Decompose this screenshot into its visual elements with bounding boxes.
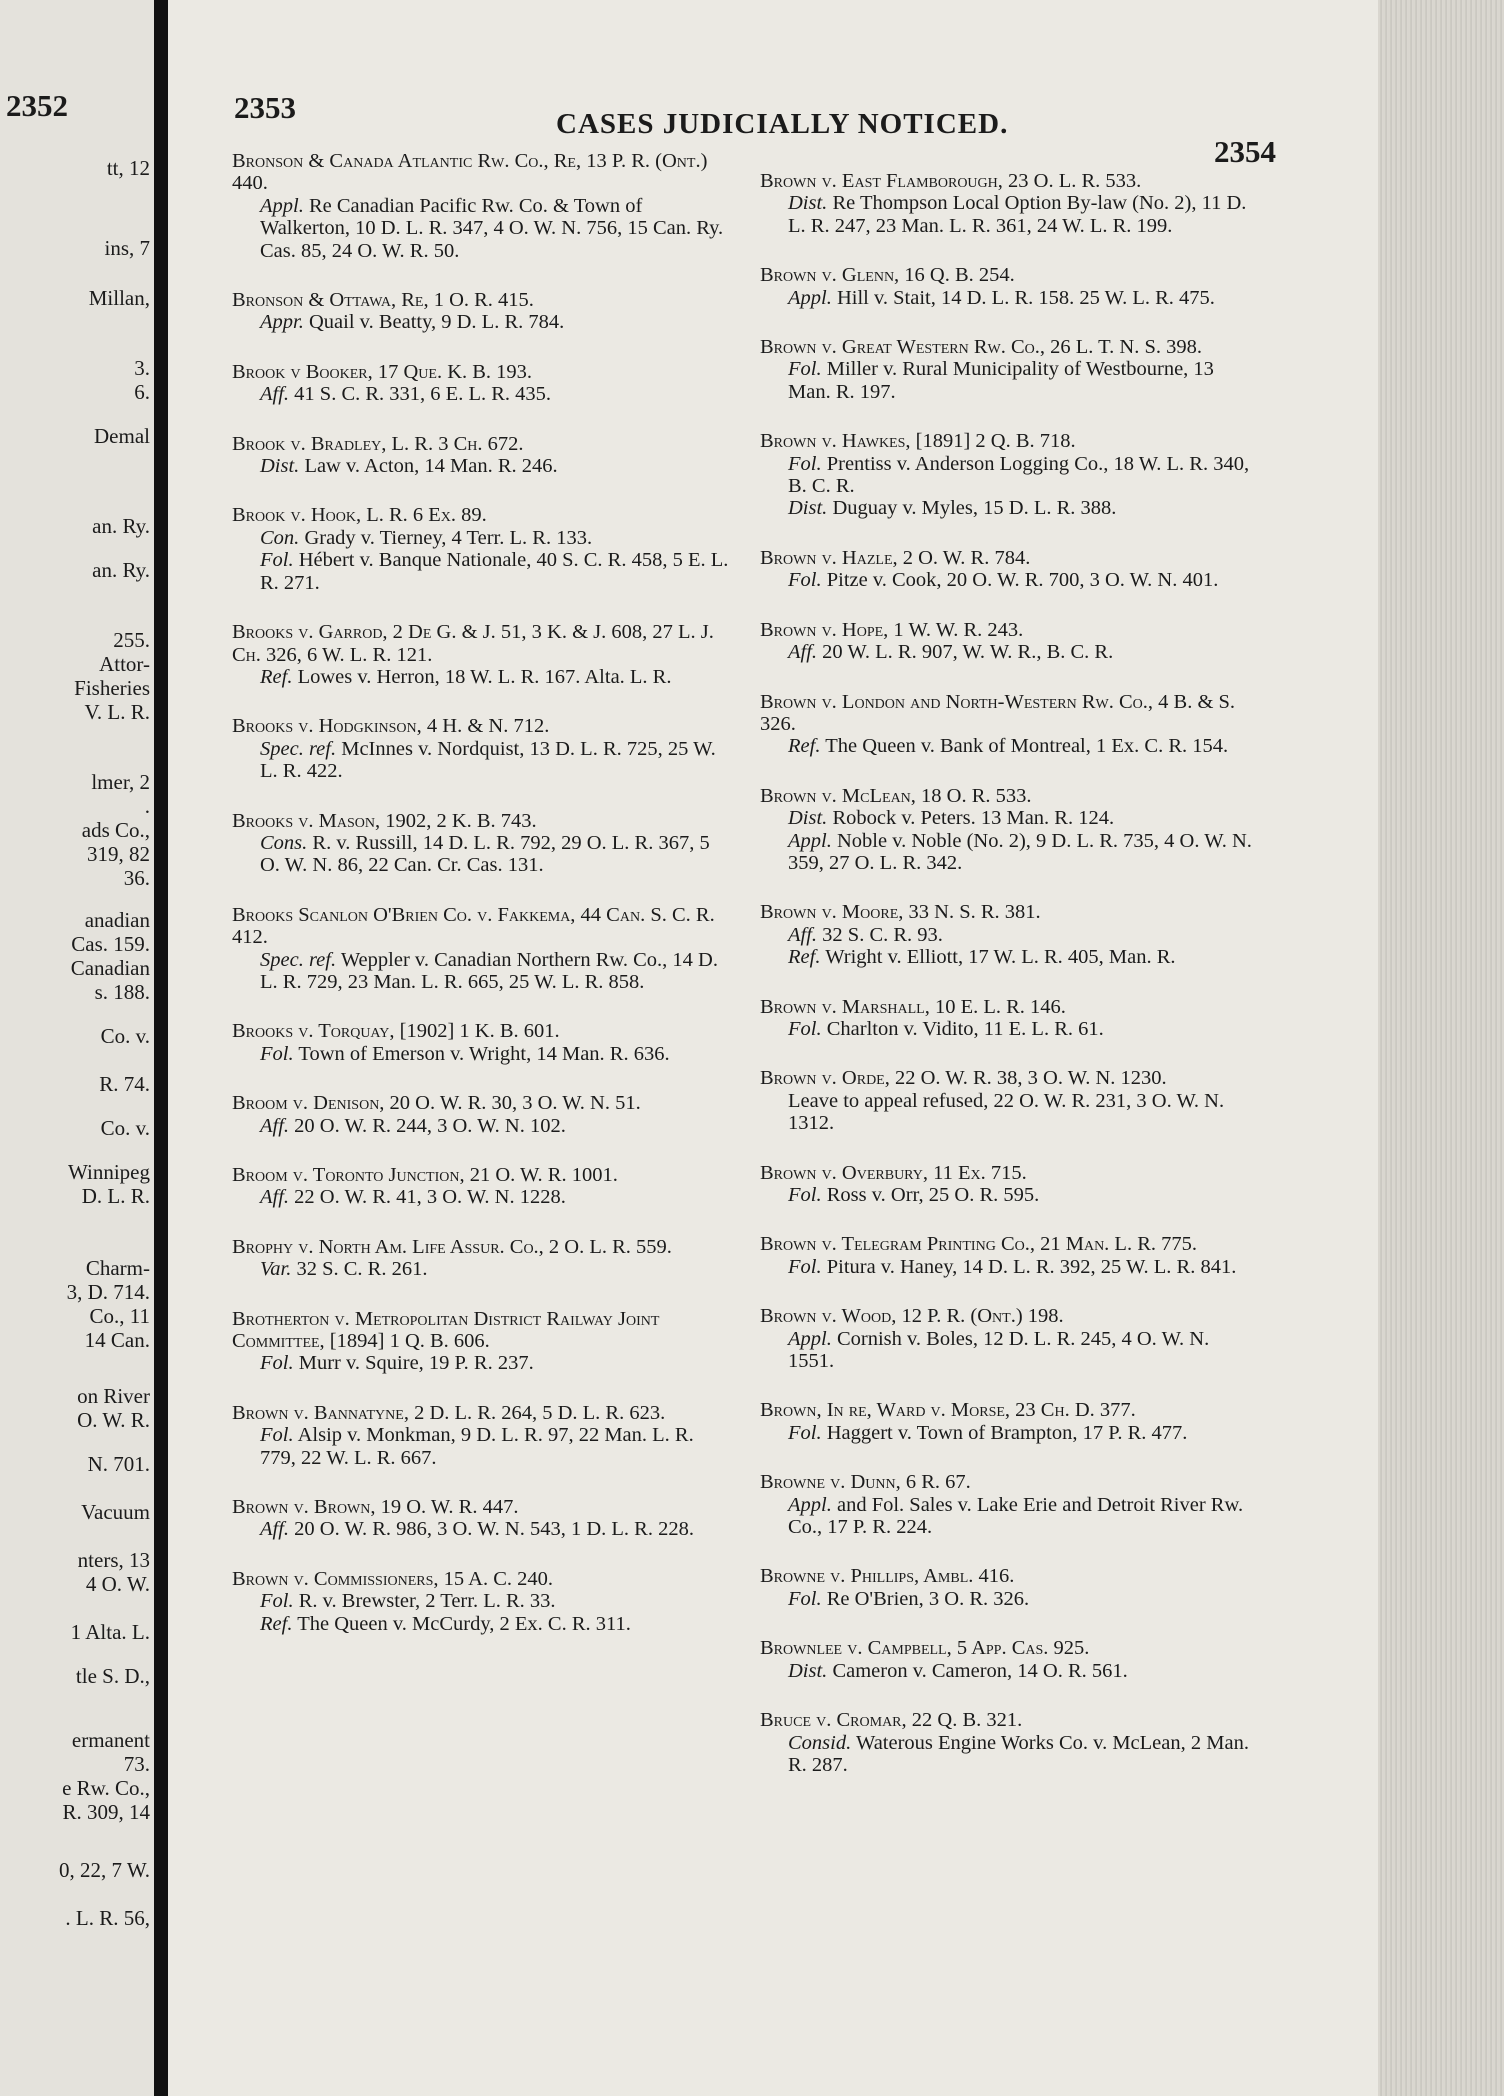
citation-text: Town of Emerson v. Wright, 14 Man. R. 636. xyxy=(293,1042,670,1065)
treatment-tag: Dist. xyxy=(788,1659,828,1682)
case-title: Broom v. Toronto Junction, 21 O. W. R. 1001. xyxy=(232,1164,618,1186)
page-number-right: 2354 xyxy=(1214,134,1276,169)
fragment-line: 14 Can. xyxy=(84,1328,150,1352)
case-title: Brophy v. North Am. Life Assur. Co., 2 O. L. R. 559. xyxy=(232,1235,672,1258)
case-entry xyxy=(760,1637,1260,1682)
fragment-line: Millan, xyxy=(88,286,150,310)
citation-reference xyxy=(760,1732,1260,1777)
fragment-line: 1 Alta. L. xyxy=(70,1620,150,1644)
citation-text: and Fol. Sales v. Lake Erie and Detroit River Rw. Co., 17 P. R. 224. xyxy=(788,1493,1244,1539)
citation-text: 20 O. W. R. 244, 3 O. W. N. 102. xyxy=(289,1114,566,1137)
left-page-fragment xyxy=(0,0,154,2096)
case-title: Brown v. Hope, 1 W. W. R. 243. xyxy=(760,618,1024,641)
case-title: Brown v. London and North-Western Rw. Co., 4 B. & S. 326. xyxy=(760,690,1236,735)
citation-reference xyxy=(760,1494,1260,1539)
fragment-line: on River xyxy=(77,1384,150,1408)
case-title: Brown v. Overbury, 11 Ex. 715. xyxy=(760,1161,1027,1184)
citation-text: Charlton v. Vidito, 11 E. L. R. 61. xyxy=(821,1017,1104,1040)
citation-reference xyxy=(232,1424,732,1469)
citation-reference xyxy=(232,1115,732,1137)
citation-reference xyxy=(232,383,732,405)
citation-reference xyxy=(760,807,1260,829)
treatment-tag: Fol. xyxy=(788,358,822,381)
treatment-tag: Appl. xyxy=(788,286,832,309)
fragment-line: an. Ry. xyxy=(92,558,150,582)
case-entry xyxy=(760,170,1260,237)
page-number-left: 2353 xyxy=(234,90,296,125)
citation-text: Alsip v. Monkman, 9 D. L. R. 97, 22 Man. L. R. 779, 22 W. L. R. 667. xyxy=(260,1424,694,1469)
case-entry xyxy=(760,264,1260,309)
citation-text: Hébert v. Banque Nationale, 40 S. C. R. 458, 5 E. L. R. 271. xyxy=(260,549,729,594)
fragment-line: Winnipeg xyxy=(68,1160,150,1184)
case-entry xyxy=(232,289,732,334)
citation-text: R. v. Russill, 14 D. L. R. 792, 29 O. L. R. 367, 5 O. W. N. 86, 22 Can. Cr. Cas. 131. xyxy=(260,831,710,877)
fragment-line: lmer, 2 xyxy=(91,770,150,794)
treatment-tag: Appl. xyxy=(788,1327,832,1350)
citation-text: Re Canadian Pacific Rw. Co. & Town of Walkerton, 10 D. L. R. 347, 4 O. W. N. 756, 15 Can. Ry. Cas. 85, 24 O. W. R. 50. xyxy=(260,194,724,262)
case-title: Browne v. Dunn, 6 R. 67. xyxy=(760,1471,971,1494)
citation-text: Waterous Engine Works Co. v. McLean, 2 Man. R. 287. xyxy=(788,1731,1249,1776)
citation-reference xyxy=(232,455,732,477)
citation-reference xyxy=(232,1352,732,1374)
fragment-line: N. 701. xyxy=(87,1452,150,1476)
citation-text: Haggert v. Town of Brampton, 17 P. R. 477. xyxy=(821,1421,1188,1444)
case-title: Brown v. Telegram Printing Co., 21 Man. L. R. 775. xyxy=(760,1233,1197,1256)
citation-reference xyxy=(760,1328,1260,1373)
citation-reference xyxy=(760,946,1260,968)
case-title: Brown v. Commissioners, 15 A. C. 240. xyxy=(232,1567,554,1590)
fragment-line: Canadian xyxy=(70,956,150,980)
case-entry xyxy=(760,1067,1260,1134)
citation-reference xyxy=(232,1258,732,1280)
treatment-tag: Dist. xyxy=(788,807,828,830)
case-title: Broom v. Denison, 20 O. W. R. 30, 3 O. W. N. 51. xyxy=(232,1092,641,1115)
fragment-line: 6. xyxy=(134,380,150,404)
case-entry xyxy=(232,1236,732,1281)
citation-reference xyxy=(760,287,1260,309)
case-entry xyxy=(760,1565,1260,1610)
case-entry xyxy=(232,810,732,877)
case-title: Brown v. Glenn, 16 Q. B. 254. xyxy=(760,264,1015,287)
citation-reference xyxy=(232,1186,732,1208)
case-entry xyxy=(760,1233,1260,1278)
citation-text: Wright v. Elliott, 17 W. L. R. 405, Man. R. xyxy=(820,946,1176,969)
treatment-tag: Fol. xyxy=(788,452,822,475)
treatment-tag: Spec. ref. xyxy=(260,737,337,760)
treatment-tag: Fol. xyxy=(788,1255,822,1278)
citation-text: 32 S. C. R. 261. xyxy=(291,1258,428,1281)
running-head: CASES JUDICIALLY NOTICED. xyxy=(556,108,1009,140)
citation-text: Murr v. Squire, 19 P. R. 237. xyxy=(293,1352,534,1375)
citation-reference xyxy=(232,832,732,877)
case-entry xyxy=(760,691,1260,758)
case-entry xyxy=(232,1020,732,1065)
case-title: Brown v. Wood, 12 P. R. (Ont.) 198. xyxy=(760,1305,1064,1328)
case-title: Bronson & Ottawa, Re, 1 O. R. 415. xyxy=(232,289,534,312)
treatment-tag: Fol. xyxy=(788,1017,822,1040)
citation-reference xyxy=(760,1588,1260,1610)
case-entry xyxy=(232,1308,732,1375)
citation-reference xyxy=(760,1660,1260,1682)
citation-reference xyxy=(232,1043,732,1065)
fragment-line: 319, 82 xyxy=(87,842,150,866)
fragment-line: nters, 13 xyxy=(77,1548,150,1572)
case-title: Brown v. Great Western Rw. Co., 26 L. T. N. S. 398. xyxy=(760,336,1203,359)
treatment-tag: Spec. ref. xyxy=(260,948,337,971)
case-entry xyxy=(232,150,732,262)
citation-text: Robock v. Peters. 13 Man. R. 124. xyxy=(827,807,1115,830)
case-title: Brown v. Marshall, 10 E. L. R. 146. xyxy=(760,995,1066,1018)
citation-reference xyxy=(760,1184,1260,1206)
case-entry xyxy=(760,619,1260,664)
case-title: Brown, In re, Ward v. Morse, 23 Ch. D. 377. xyxy=(760,1399,1136,1422)
citation-text: The Queen v. McCurdy, 2 Ex. C. R. 311. xyxy=(292,1612,631,1635)
fragment-line: Co., 11 xyxy=(89,1304,150,1328)
left-fragment-page-number: 2352 xyxy=(6,88,68,123)
case-entry xyxy=(760,430,1260,520)
right-page xyxy=(168,0,1378,2096)
fragment-line: tt, 12 xyxy=(106,156,150,180)
treatment-tag: Var. xyxy=(260,1258,292,1281)
citation-reference xyxy=(232,195,732,262)
treatment-tag: Fol. xyxy=(260,1424,294,1447)
treatment-tag: Appr. xyxy=(260,311,304,334)
case-entry xyxy=(232,1496,732,1541)
case-title: Bronson & Canada Atlantic Rw. Co., Re, 13 P. R. (Ont.) 440. xyxy=(232,150,708,195)
treatment-tag: Aff. xyxy=(788,923,818,946)
fragment-line: . L. R. 56, xyxy=(65,1906,150,1930)
citation-text: Weppler v. Canadian Northern Rw. Co., 14 D. L. R. 729, 23 Man. L. R. 665, 25 W. L. R. 858. xyxy=(260,948,718,993)
case-title: Browne v. Phillips, Ambl. 416. xyxy=(760,1565,1015,1588)
citation-text: Re O'Brien, 3 O. R. 326. xyxy=(821,1587,1030,1610)
treatment-tag: Appl. xyxy=(260,194,304,217)
fragment-line: 4 O. W. xyxy=(85,1572,150,1596)
treatment-tag: Fol. xyxy=(788,1184,822,1206)
treatment-tag: Cons. xyxy=(260,831,308,854)
fragment-line: ads Co., xyxy=(81,818,150,842)
treatment-tag: Ref. xyxy=(788,735,821,758)
citation-reference xyxy=(232,949,732,994)
treatment-tag: Appl. xyxy=(788,829,832,852)
fragment-line: e Rw. Co., xyxy=(62,1776,150,1800)
citation-text: Quail v. Beatty, 9 D. L. R. 784. xyxy=(303,311,565,334)
case-entry xyxy=(232,1568,732,1635)
case-entry xyxy=(760,1162,1260,1207)
treatment-tag: Aff. xyxy=(260,1114,290,1137)
treatment-tag: Fol. xyxy=(788,569,822,592)
citation-reference xyxy=(232,311,732,333)
treatment-tag: Aff. xyxy=(260,1518,290,1541)
treatment-tag: Dist. xyxy=(260,455,300,478)
citation-text: 20 O. W. R. 986, 3 O. W. N. 543, 1 D. L. R. 228. xyxy=(289,1518,694,1541)
citation-reference xyxy=(760,641,1260,663)
treatment-tag: Aff. xyxy=(260,383,290,406)
fragment-line: Co. v. xyxy=(100,1116,150,1140)
case-entry xyxy=(760,1709,1260,1776)
case-entry xyxy=(760,336,1260,403)
fragment-line: R. 309, 14 xyxy=(62,1800,150,1824)
case-title: Brooks v. Hodgkinson, 4 H. & N. 712. xyxy=(232,715,550,738)
citation-text: 32 S. C. R. 93. xyxy=(817,923,943,946)
citation-text: Pitze v. Cook, 20 O. W. R. 700, 3 O. W. N. 401. xyxy=(821,569,1219,592)
case-title: Brown v. Orde, 22 O. W. R. 38, 3 O. W. N. 1230. xyxy=(760,1067,1167,1090)
fragment-line: 3, D. 714. xyxy=(66,1280,150,1304)
case-entry xyxy=(232,433,732,478)
fragment-line: R. 74. xyxy=(99,1072,150,1096)
citation-text: Noble v. Noble (No. 2), 9 D. L. R. 735, 4 O. W. N. 359, 27 O. L. R. 342. xyxy=(788,829,1252,874)
citation-text: Law v. Acton, 14 Man. R. 246. xyxy=(299,455,558,478)
case-title: Brown v. Moore, 33 N. S. R. 381. xyxy=(760,901,1041,924)
treatment-tag: Appl. xyxy=(788,1493,832,1516)
case-title: Brook v Booker, 17 Que. K. B. 193. xyxy=(232,360,533,383)
case-entry xyxy=(232,715,732,782)
case-entry xyxy=(232,1092,732,1137)
left-column xyxy=(232,150,732,1662)
fragment-line: an. Ry. xyxy=(92,514,150,538)
fragment-line: anadian xyxy=(84,908,150,932)
case-title: Brooks v. Mason, 1902, 2 K. B. 743. xyxy=(232,809,537,832)
case-title: Brook v. Bradley, L. R. 3 Ch. 672. xyxy=(232,432,524,455)
citation-text: 20 W. L. R. 907, W. W. R., B. C. R. xyxy=(817,641,1114,664)
fragment-line: Cas. 159. xyxy=(71,932,150,956)
citation-reference xyxy=(760,192,1260,237)
case-title: Bruce v. Cromar, 22 Q. B. 321. xyxy=(760,1709,1023,1732)
treatment-tag: Aff. xyxy=(788,641,818,664)
citation-reference xyxy=(232,1590,732,1612)
fragment-line: ins, 7 xyxy=(104,236,150,260)
fragment-line: 0, 22, 7 W. xyxy=(58,1858,150,1882)
book-gutter xyxy=(154,0,168,2096)
citation-text: Cornish v. Boles, 12 D. L. R. 245, 4 O. W. N. 1551. xyxy=(788,1327,1210,1373)
treatment-tag: Fol. xyxy=(788,1421,822,1444)
case-entry xyxy=(232,504,732,594)
citation-reference xyxy=(232,666,732,688)
right-column xyxy=(760,170,1260,1803)
fragment-line: D. L. R. xyxy=(81,1184,150,1208)
citation-text: Grady v. Tierney, 4 Terr. L. R. 133. xyxy=(299,526,593,549)
treatment-tag: Ref. xyxy=(260,665,293,688)
fragment-line: ermanent xyxy=(71,1728,150,1752)
citation-reference xyxy=(232,549,732,594)
treatment-tag: Dist. xyxy=(788,192,828,215)
case-entry xyxy=(760,1399,1260,1444)
citation-reference xyxy=(760,1090,1260,1135)
citation-reference xyxy=(760,735,1260,757)
treatment-tag: Ref. xyxy=(788,946,821,969)
case-title: Brooks v. Garrod, 2 De G. & J. 51, 3 K. & J. 608, 27 L. J. Ch. 326, 6 W. L. R. 121. xyxy=(232,621,714,666)
fragment-line: V. L. R. xyxy=(84,700,150,724)
case-title: Brooks Scanlon O'Brien Co. v. Fakkema, 44 Can. S. C. R. 412. xyxy=(232,903,715,949)
treatment-tag: Fol. xyxy=(788,1587,822,1610)
citation-reference xyxy=(760,924,1260,946)
treatment-tag: Aff. xyxy=(260,1186,290,1209)
treatment-tag: Consid. xyxy=(788,1731,852,1754)
case-title: Brooks v. Torquay, [1902] 1 K. B. 601. xyxy=(232,1020,560,1043)
fragment-line: 36. xyxy=(123,866,150,890)
fragment-line: 3. xyxy=(134,356,150,380)
fragment-line: Attor- xyxy=(99,652,150,676)
treatment-tag: Ref. xyxy=(260,1612,293,1635)
case-title: Brotherton v. Metropolitan District Railway Joint Committee, [1894] 1 Q. B. 606. xyxy=(232,1307,660,1353)
citation-text: Lowes v. Herron, 18 W. L. R. 167. Alta. L. R. xyxy=(292,665,672,688)
case-title: Brown v. Hawkes, [1891] 2 Q. B. 718. xyxy=(760,430,1076,453)
citation-text: R. v. Brewster, 2 Terr. L. R. 33. xyxy=(293,1590,556,1613)
fragment-line: Demal xyxy=(94,424,150,448)
citation-text: Pitura v. Haney, 14 D. L. R. 392, 25 W. L. R. 841. xyxy=(821,1255,1237,1278)
treatment-tag: Dist. xyxy=(788,497,828,520)
case-title: Brownlee v. Campbell, 5 App. Cas. 925. xyxy=(760,1637,1090,1660)
case-title: Brown v. McLean, 18 O. R. 533. xyxy=(760,784,1032,807)
case-title: Brown v. East Flamborough, 23 O. L. R. 533. xyxy=(760,170,1142,192)
fragment-line: s. 188. xyxy=(94,980,150,1004)
fragment-line: Vacuum xyxy=(81,1500,150,1524)
citation-text: McInnes v. Nordquist, 13 D. L. R. 725, 25 W. L. R. 422. xyxy=(260,737,716,783)
case-entry xyxy=(232,1402,732,1469)
citation-text: Prentiss v. Anderson Logging Co., 18 W. L. R. 340, B. C. R. xyxy=(788,452,1250,498)
case-entry xyxy=(760,547,1260,592)
treatment-tag: Fol. xyxy=(260,1352,294,1375)
citation-reference xyxy=(760,453,1260,498)
fragment-line: 73. xyxy=(123,1752,150,1776)
case-title: Brown v. Brown, 19 O. W. R. 447. xyxy=(232,1496,519,1519)
fragment-line: Co. v. xyxy=(100,1024,150,1048)
citation-reference xyxy=(232,527,732,549)
case-entry xyxy=(760,1305,1260,1372)
citation-text: The Queen v. Bank of Montreal, 1 Ex. C. R. 154. xyxy=(820,735,1229,758)
case-entry xyxy=(760,901,1260,968)
treatment-tag: Fol. xyxy=(260,1042,294,1065)
fragment-line: Fisheries xyxy=(74,676,150,700)
citation-text: Hill v. Stait, 14 D. L. R. 158. 25 W. L. R. 475. xyxy=(831,286,1215,309)
citation-reference xyxy=(760,830,1260,875)
fragment-line: O. W. R. xyxy=(77,1408,150,1432)
citation-text: Re Thompson Local Option By-law (No. 2), 11 D. L. R. 247, 23 Man. L. R. 361, 24 W. L. R. 199. xyxy=(788,192,1247,237)
case-entry xyxy=(232,904,732,994)
fragment-line: . xyxy=(144,794,150,818)
case-entry xyxy=(760,785,1260,875)
case-entry xyxy=(760,996,1260,1041)
citation-reference xyxy=(760,1422,1260,1444)
case-entry xyxy=(232,621,732,688)
treatment-tag: Fol. xyxy=(260,549,294,572)
treatment-tag: Fol. xyxy=(260,1590,294,1613)
case-entry xyxy=(232,1164,732,1209)
citation-text: Ross v. Orr, 25 O. R. 595. xyxy=(821,1184,1040,1206)
citation-reference xyxy=(760,358,1260,403)
case-entry xyxy=(760,1471,1260,1538)
treatment-tag: Con. xyxy=(260,526,300,549)
citation-text: Leave to appeal refused, 22 O. W. R. 231, 3 O. W. N. 1312. xyxy=(788,1089,1225,1135)
case-title: Brown v. Hazle, 2 O. W. R. 784. xyxy=(760,546,1031,569)
case-title: Brown v. Bannatyne, 2 D. L. R. 264, 5 D. L. R. 623. xyxy=(232,1401,666,1424)
fragment-line: 255. xyxy=(113,628,150,652)
citation-reference xyxy=(760,1256,1260,1278)
citation-text: Duguay v. Myles, 15 D. L. R. 388. xyxy=(827,497,1117,520)
citation-reference xyxy=(232,1518,732,1540)
citation-reference xyxy=(232,738,732,783)
citation-text: 41 S. C. R. 331, 6 E. L. R. 435. xyxy=(289,383,552,406)
citation-reference xyxy=(760,1018,1260,1040)
fragment-line: Charm- xyxy=(85,1256,150,1280)
citation-reference xyxy=(760,569,1260,591)
case-entry xyxy=(232,361,732,406)
citation-text: 22 O. W. R. 41, 3 O. W. N. 1228. xyxy=(289,1186,566,1209)
citation-text: Cameron v. Cameron, 14 O. R. 561. xyxy=(827,1659,1128,1682)
citation-text: Miller v. Rural Municipality of Westbourne, 13 Man. R. 197. xyxy=(788,358,1214,403)
page-edge xyxy=(1378,0,1504,2096)
case-title: Brook v. Hook, L. R. 6 Ex. 89. xyxy=(232,504,487,527)
citation-reference xyxy=(760,497,1260,519)
fragment-line: tle S. D., xyxy=(75,1664,150,1688)
citation-reference xyxy=(232,1613,732,1635)
